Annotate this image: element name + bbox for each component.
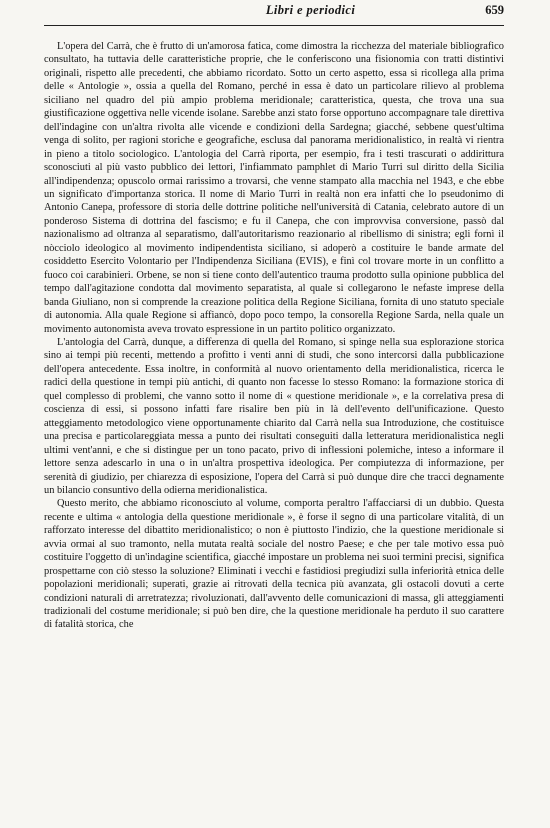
paragraph: L'antologia del Carrà, dunque, a differenza di quella del Romano, si spinge nella sua esplorazione storica sino ai tempi più recenti, mettendo a profitto i venti anni di studi, che sono intercorsi dalla pubblicazione dell'opera antecedente. Essa inoltre, in conformità al nuovo orientamento della meridionalistica, ricerca le radici della questione in tempi più antichi, di quanto non facesse lo stesso Romano: la formazione storica di quel complesso di problemi, che vanno sotto il nome di « questione meridionale », e la correlativa presa di coscienza di essi, si possono infatti fare risalire ben più in là dell'evento dell'unificazione. Questo atteggiamento metodologico viene opportunamente chiarito dal Carrà nella sua Introduzione, che costituisce una precisa e particolareggiata messa a punto dei risultati conseguiti dalla letteratura meridionalistica negli ultimi vent'anni, e che si distingue per un tono pacato, privo di inflessioni polemiche, inteso a informare il lettore senza adescarlo in una o in un'altra prospettiva ideologica. Per compiutezza di informazione, per serenità di giudizio, per chiarezza di esposizione, l'opera del Carrà si può dunque dire che tracci degnamente un bilancio consuntivo della odierna meridionalistica.	[44, 336, 504, 496]
paragraph: L'opera del Carrà, che è frutto di un'amorosa fatica, come dimostra la ricchezza del materiale bibliografico consultato, ha tuttavia delle caratteristiche proprie, che le conferiscono una fisionomia con tratti distintivi originali, rispetto alle precedenti, che abbiamo ricordato. Sotto un certo aspetto, essa si ricollega alla prima delle « Antologie », ossia a quella del Romano, perché in essa è dato un particolare rilievo al problema siciliano nel quadro del più ampio problema meridionale; caratteristica, questa, che trova una sua giustificazione oggettiva nelle vicende isolane. Sarebbe anzi stato forse opportuno accompagnare tale direttiva dell'indagine con un'altra rivolta alle vicende e condizioni della Sardegna; giacché, sebbene quest'ultima venga di solito, per ragioni storiche e geografiche, esclusa dal panorama meridionalistico, in realtà vi rientra in pieno a titolo sociologico. L'antologia del Carrà riporta, per esempio, fra i testi trascurati o addirittura sconosciuti al più vasto pubblico dei lettori, l'infiammato pamphlet di Mario Turri sul diritto della Sicilia all'indipendenza; opuscolo ormai rarissimo a trovarsi, che venne stampato alla macchia nel 1943, e che ebbe un significato d'importanza storica. Il nome di Mario Turri in realtà non era infatti che lo pseudonimo di Antonio Canepa, professore di storia delle dottrine politiche nell'università di Catania, celebrato autore di un ponderoso Sistema di dottrina del fascismo; e fu il Canepa, che con improvvisa conversione, passò dal nazionalismo ad oltranza al separatismo, dall'autoritarismo reazionario al ribellismo di sinistra; egli fornì il nòcciolo ideologico al movimento indipendentista siciliano, si adoperò a costituire le bande armate del cosiddetto Esercito Volontario per l'Indipendenza Siciliana (EVIS), e finì col trovare morte in un conflitto a fuoco coi carabinieri. Orbene, se non si tiene conto dell'autentico trauma prodotto sulla opinione pubblica del tempo dall'agitazione condotta dal movimento separatista, al quale si collegarono le nefaste imprese della banda Giuliano, non si comprende la creazione politica della Regione Siciliana, fornita di uno statuto speciale di autonomia. Alla quale Regione si affiancò, dopo poco tempo, la consorella Regione Sarda, nella quale un movimento autonomista aveva trovato espressione in un partito politico organizzato.	[44, 41, 504, 335]
page-number: 659	[485, 3, 504, 17]
paragraph: Questo merito, che abbiamo riconosciuto al volume, comporta peraltro l'affacciarsi di un dubbio. Questa recente e ultima « antologia della questione meridionale », è forse il segno di una particolare vitalità, di un rafforzato interesse del dibattito meridionalistico; o non è piuttosto l'indizio, che la questione meridionale si avvia ormai al suo tramonto, nella mutata realtà sociale del nostro Paese; e che per tale motivo essa può costituire l'oggetto di un'indagine scientifica, giacché impostare un problema nei suoi termini precisi, significa prospettarne con ciò stesso la soluzione? Eliminati i vecchi e fastidiosi pregiudizi sulla inferiorità etnica delle popolazioni meridionali; superati, grazie ai ritrovati della tecnica più avanzata, gli ostacoli dovuti a certe condizioni naturali di arretratezza; rivoluzionati, dall'avvento delle comunicazioni di massa, gli atteggiamenti tradizionali del costume meridionale; si può ben dire, che la questione meridionale ha perduto il suo carattere di fatalità storica, che	[44, 498, 504, 631]
body-text	[44, 40, 504, 632]
running-title: Libri e periodici	[265, 3, 356, 17]
running-header	[44, 0, 504, 26]
